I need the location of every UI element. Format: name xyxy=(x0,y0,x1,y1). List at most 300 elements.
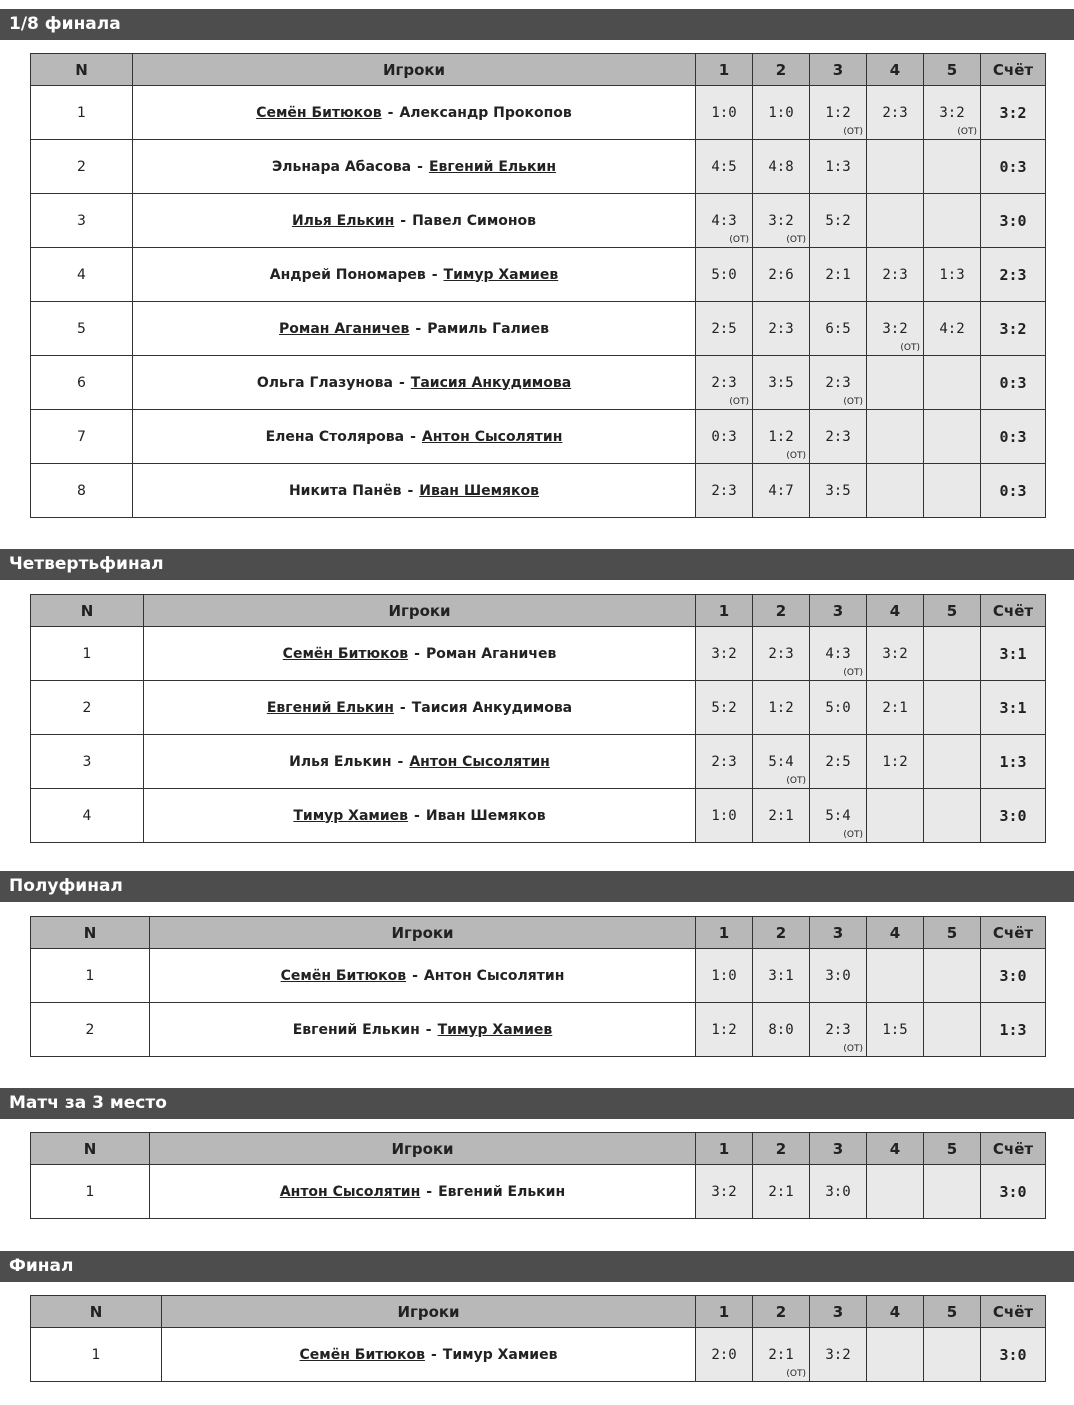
set-score-value: 2:5 xyxy=(711,320,737,337)
results-table xyxy=(30,1132,1046,1219)
set-score-value: 2:3 xyxy=(711,374,737,391)
players-cell xyxy=(150,1003,696,1057)
player-2-name[interactable]: Тимур Хамиев xyxy=(443,266,559,283)
set-score-value: 0:3 xyxy=(711,428,737,445)
set-score-value: 5:0 xyxy=(825,699,851,716)
set-score xyxy=(753,86,810,140)
match-row xyxy=(31,356,1046,410)
player-1-name[interactable]: Антон Сысолятин xyxy=(279,1183,421,1200)
header-score: Счёт xyxy=(981,54,1046,86)
match-score: 0:3 xyxy=(981,356,1046,410)
player-2-name[interactable]: Иван Шемяков xyxy=(419,482,540,499)
players-cell xyxy=(133,194,696,248)
player-2-name: Тимур Хамиев xyxy=(442,1346,558,1363)
set-score xyxy=(696,627,753,681)
header-row xyxy=(31,595,1046,627)
set-score-value: 3:2 xyxy=(882,645,908,662)
set-score xyxy=(867,302,924,356)
player-separator: - xyxy=(431,266,438,283)
match-row xyxy=(31,194,1046,248)
set-score xyxy=(696,410,753,464)
header-set: 3 xyxy=(810,595,867,627)
section-title: Матч за 3 место xyxy=(0,1088,1074,1119)
set-score xyxy=(696,356,753,410)
match-number: 1 xyxy=(31,949,150,1003)
header-score: Счёт xyxy=(981,595,1046,627)
header-set: 1 xyxy=(696,917,753,949)
match-row xyxy=(31,302,1046,356)
results-table xyxy=(30,1295,1046,1382)
match-row xyxy=(31,627,1046,681)
header-set: 2 xyxy=(753,595,810,627)
player-2-name[interactable]: Антон Сысолятин xyxy=(409,753,550,770)
set-score xyxy=(924,1003,981,1057)
set-score-value: 4:8 xyxy=(768,158,794,175)
players-cell xyxy=(144,627,696,681)
match-score: 3:0 xyxy=(981,1165,1046,1219)
set-score xyxy=(924,86,981,140)
match-row xyxy=(31,789,1046,843)
set-score-value: 4:2 xyxy=(939,320,965,337)
set-score xyxy=(924,789,981,843)
section-title: Четвертьфинал xyxy=(0,549,1074,580)
set-score-value: 2:6 xyxy=(768,266,794,283)
set-score xyxy=(696,194,753,248)
set-score xyxy=(867,949,924,1003)
player-1-name: Елена Столярова xyxy=(265,428,405,445)
set-score xyxy=(753,302,810,356)
match-row xyxy=(31,86,1046,140)
player-separator: - xyxy=(397,753,404,770)
section-title: Полуфинал xyxy=(0,871,1074,902)
set-score-value: 2:3 xyxy=(711,753,737,770)
set-score-value: 1:2 xyxy=(768,699,794,716)
player-1-name[interactable]: Семён Битюков xyxy=(280,967,407,984)
header-set: 3 xyxy=(810,917,867,949)
player-1-name: Никита Панёв xyxy=(288,482,402,499)
set-score-value: 3:1 xyxy=(768,967,794,984)
header-row xyxy=(31,917,1046,949)
player-separator: - xyxy=(399,699,406,716)
set-score-value: 3:5 xyxy=(768,374,794,391)
match-score: 3:0 xyxy=(981,1328,1046,1382)
set-score xyxy=(810,1003,867,1057)
set-score xyxy=(753,1328,810,1382)
players-cell xyxy=(150,949,696,1003)
match-number: 1 xyxy=(31,86,133,140)
header-n: N xyxy=(31,595,144,627)
set-score xyxy=(753,140,810,194)
set-score xyxy=(696,681,753,735)
set-score xyxy=(924,627,981,681)
set-score xyxy=(867,735,924,789)
set-score-value: 3:2 xyxy=(939,104,965,121)
set-score xyxy=(696,949,753,1003)
set-score xyxy=(696,735,753,789)
set-score xyxy=(810,464,867,518)
set-score xyxy=(696,1328,753,1382)
overtime-mark: (ОТ) xyxy=(843,397,863,407)
set-score-value: 3:2 xyxy=(711,1183,737,1200)
set-score-value: 2:1 xyxy=(768,807,794,824)
players-cell xyxy=(133,302,696,356)
header-set: 4 xyxy=(867,1296,924,1328)
set-score xyxy=(810,1165,867,1219)
header-row xyxy=(31,1296,1046,1328)
set-score xyxy=(753,248,810,302)
set-score xyxy=(753,410,810,464)
header-set: 1 xyxy=(696,1296,753,1328)
header-players: Игроки xyxy=(150,917,696,949)
match-row xyxy=(31,1328,1046,1382)
match-row xyxy=(31,140,1046,194)
match-score: 0:3 xyxy=(981,410,1046,464)
player-2-name: Рамиль Галиев xyxy=(427,320,549,337)
match-number: 6 xyxy=(31,356,133,410)
match-row xyxy=(31,735,1046,789)
set-score-value: 3:0 xyxy=(825,967,851,984)
set-score-value: 2:1 xyxy=(768,1346,794,1363)
set-score-value: 2:3 xyxy=(882,104,908,121)
overtime-mark: (ОТ) xyxy=(843,668,863,678)
header-score: Счёт xyxy=(981,1133,1046,1165)
header-set: 5 xyxy=(924,1296,981,1328)
set-score-value: 5:2 xyxy=(825,212,851,229)
player-1-name: Эльнара Абасова xyxy=(272,158,412,175)
set-score-value: 2:3 xyxy=(768,320,794,337)
set-score xyxy=(924,681,981,735)
header-set: 4 xyxy=(867,595,924,627)
set-score xyxy=(867,356,924,410)
match-row xyxy=(31,248,1046,302)
overtime-mark: (ОТ) xyxy=(843,830,863,840)
set-score-value: 1:3 xyxy=(825,158,851,175)
match-score: 1:3 xyxy=(981,1003,1046,1057)
match-row xyxy=(31,949,1046,1003)
set-score xyxy=(867,86,924,140)
set-score xyxy=(924,140,981,194)
set-score xyxy=(696,302,753,356)
header-set: 5 xyxy=(924,595,981,627)
set-score-value: 8:0 xyxy=(768,1021,794,1038)
overtime-mark: (ОТ) xyxy=(843,1044,863,1054)
player-1-name[interactable]: Илья Елькин xyxy=(291,212,395,229)
player-2-name[interactable]: Евгений Елькин xyxy=(428,158,556,175)
results-table xyxy=(30,53,1046,518)
overtime-mark: (ОТ) xyxy=(786,235,806,245)
player-2-name[interactable]: Антон Сысолятин xyxy=(421,428,563,445)
set-score-value: 4:3 xyxy=(825,645,851,662)
set-score xyxy=(810,86,867,140)
players-cell xyxy=(162,1328,696,1382)
match-number: 1 xyxy=(31,627,144,681)
set-score xyxy=(696,1003,753,1057)
set-score-value: 2:3 xyxy=(825,428,851,445)
match-row xyxy=(31,410,1046,464)
set-score xyxy=(753,949,810,1003)
player-2-name: Евгений Елькин xyxy=(438,1183,566,1200)
players-cell xyxy=(144,735,696,789)
header-players: Игроки xyxy=(144,595,696,627)
header-set: 5 xyxy=(924,917,981,949)
header-set: 5 xyxy=(924,1133,981,1165)
set-score xyxy=(867,464,924,518)
match-number: 1 xyxy=(31,1165,150,1219)
set-score-value: 2:0 xyxy=(711,1346,737,1363)
player-1-name: Ольга Глазунова xyxy=(256,374,393,391)
set-score xyxy=(810,1328,867,1382)
set-score-value: 3:2 xyxy=(768,212,794,229)
header-set: 1 xyxy=(696,1133,753,1165)
set-score-value: 2:3 xyxy=(825,1021,851,1038)
header-n: N xyxy=(31,917,150,949)
set-score xyxy=(867,248,924,302)
set-score-value: 1:2 xyxy=(768,428,794,445)
match-number: 2 xyxy=(31,1003,150,1057)
player-1-name[interactable]: Семён Битюков xyxy=(282,645,409,662)
header-set: 1 xyxy=(696,54,753,86)
set-score-value: 1:0 xyxy=(711,104,737,121)
player-1-name[interactable]: Семён Битюков xyxy=(299,1346,425,1363)
header-set: 4 xyxy=(867,54,924,86)
player-2-name[interactable]: Тимур Хамиев xyxy=(437,1021,553,1038)
set-score xyxy=(753,627,810,681)
match-score: 3:1 xyxy=(981,627,1046,681)
header-score: Счёт xyxy=(981,1296,1046,1328)
set-score-value: 2:1 xyxy=(825,266,851,283)
header-n: N xyxy=(31,1133,150,1165)
set-score xyxy=(924,735,981,789)
set-score xyxy=(867,194,924,248)
results-table xyxy=(30,594,1046,843)
match-number: 7 xyxy=(31,410,133,464)
overtime-mark: (ОТ) xyxy=(786,1369,806,1379)
overtime-mark: (ОТ) xyxy=(786,451,806,461)
player-separator: - xyxy=(407,482,414,499)
set-score xyxy=(810,140,867,194)
set-score-value: 2:3 xyxy=(825,374,851,391)
player-2-name: Роман Аганичев xyxy=(425,645,557,662)
match-number: 2 xyxy=(31,681,144,735)
player-2-name: Павел Симонов xyxy=(412,212,537,229)
match-row xyxy=(31,1165,1046,1219)
set-score-value: 5:2 xyxy=(711,699,737,716)
header-set: 1 xyxy=(696,595,753,627)
set-score-value: 1:2 xyxy=(825,104,851,121)
set-score xyxy=(867,1328,924,1382)
player-1-name[interactable]: Евгений Елькин xyxy=(266,699,394,716)
match-score: 3:0 xyxy=(981,949,1046,1003)
set-score xyxy=(753,464,810,518)
set-score xyxy=(924,464,981,518)
set-score xyxy=(924,194,981,248)
player-separator: - xyxy=(398,374,405,391)
set-score xyxy=(810,789,867,843)
set-score xyxy=(924,949,981,1003)
set-score xyxy=(867,1165,924,1219)
header-set: 4 xyxy=(867,1133,924,1165)
set-score-value: 2:3 xyxy=(768,645,794,662)
set-score xyxy=(753,1003,810,1057)
match-score: 0:3 xyxy=(981,464,1046,518)
set-score-value: 1:2 xyxy=(711,1021,737,1038)
match-number: 8 xyxy=(31,464,133,518)
overtime-mark: (ОТ) xyxy=(900,343,920,353)
match-number: 2 xyxy=(31,140,133,194)
set-score-value: 1:0 xyxy=(711,967,737,984)
header-score: Счёт xyxy=(981,917,1046,949)
set-score-value: 1:0 xyxy=(711,807,737,824)
match-number: 4 xyxy=(31,789,144,843)
header-set: 4 xyxy=(867,917,924,949)
header-set: 2 xyxy=(753,1133,810,1165)
set-score xyxy=(753,194,810,248)
match-number: 3 xyxy=(31,735,144,789)
players-cell xyxy=(133,410,696,464)
player-1-name: Андрей Пономарев xyxy=(269,266,426,283)
set-score xyxy=(753,735,810,789)
set-score-value: 2:3 xyxy=(711,482,737,499)
match-score: 1:3 xyxy=(981,735,1046,789)
set-score xyxy=(696,248,753,302)
match-score: 3:2 xyxy=(981,302,1046,356)
header-players: Игроки xyxy=(133,54,696,86)
set-score xyxy=(753,789,810,843)
header-n: N xyxy=(31,54,133,86)
header-set: 5 xyxy=(924,54,981,86)
players-cell xyxy=(133,248,696,302)
overtime-mark: (ОТ) xyxy=(729,235,749,245)
set-score-value: 2:1 xyxy=(882,699,908,716)
match-number: 4 xyxy=(31,248,133,302)
set-score xyxy=(696,140,753,194)
set-score xyxy=(810,194,867,248)
players-cell xyxy=(144,681,696,735)
set-score-value: 1:5 xyxy=(882,1021,908,1038)
set-score xyxy=(810,356,867,410)
player-separator: - xyxy=(414,807,420,824)
set-score xyxy=(753,681,810,735)
set-score xyxy=(810,735,867,789)
set-score xyxy=(924,356,981,410)
player-separator: - xyxy=(412,967,418,984)
player-1-name[interactable]: Роман Аганичев xyxy=(279,320,410,337)
header-n: N xyxy=(31,1296,162,1328)
set-score xyxy=(810,410,867,464)
set-score-value: 4:7 xyxy=(768,482,794,499)
section-title: Финал xyxy=(0,1251,1074,1282)
set-score-value: 2:5 xyxy=(825,753,851,770)
header-set: 3 xyxy=(810,54,867,86)
set-score xyxy=(696,86,753,140)
header-set: 3 xyxy=(810,1296,867,1328)
match-row xyxy=(31,1003,1046,1057)
set-score xyxy=(867,1003,924,1057)
set-score-value: 3:2 xyxy=(711,645,737,662)
player-separator: - xyxy=(425,1021,432,1038)
match-score: 3:0 xyxy=(981,789,1046,843)
header-set: 2 xyxy=(753,1296,810,1328)
set-score xyxy=(867,789,924,843)
match-number: 1 xyxy=(31,1328,162,1382)
set-score-value: 3:2 xyxy=(882,320,908,337)
match-score: 3:0 xyxy=(981,194,1046,248)
set-score-value: 5:4 xyxy=(768,753,794,770)
set-score xyxy=(753,1165,810,1219)
set-score xyxy=(696,1165,753,1219)
set-score xyxy=(867,627,924,681)
set-score xyxy=(810,949,867,1003)
match-number: 5 xyxy=(31,302,133,356)
set-score xyxy=(924,1165,981,1219)
overtime-mark: (ОТ) xyxy=(729,397,749,407)
players-cell xyxy=(150,1165,696,1219)
player-2-name[interactable]: Таисия Анкудимова xyxy=(410,374,572,391)
set-score xyxy=(810,248,867,302)
set-score xyxy=(810,681,867,735)
set-score-value: 3:0 xyxy=(825,1183,851,1200)
set-score-value: 5:0 xyxy=(711,266,737,283)
overtime-mark: (ОТ) xyxy=(957,127,977,137)
overtime-mark: (ОТ) xyxy=(843,127,863,137)
set-score xyxy=(924,248,981,302)
players-cell xyxy=(133,356,696,410)
set-score xyxy=(867,140,924,194)
section-title: 1/8 финала xyxy=(0,9,1074,40)
set-score-value: 3:2 xyxy=(825,1346,851,1363)
set-score xyxy=(867,681,924,735)
header-players: Игроки xyxy=(162,1296,696,1328)
player-1-name: Евгений Елькин xyxy=(292,1021,420,1038)
player-1-name[interactable]: Тимур Хамиев xyxy=(293,807,409,824)
set-score-value: 5:4 xyxy=(825,807,851,824)
set-score xyxy=(924,410,981,464)
player-2-name: Иван Шемяков xyxy=(425,807,546,824)
set-score xyxy=(924,1328,981,1382)
set-score xyxy=(867,410,924,464)
player-2-name: Антон Сысолятин xyxy=(423,967,565,984)
header-set: 2 xyxy=(753,917,810,949)
set-score xyxy=(696,789,753,843)
set-score-value: 2:3 xyxy=(882,266,908,283)
match-row xyxy=(31,681,1046,735)
set-score xyxy=(924,302,981,356)
player-separator: - xyxy=(426,1183,433,1200)
set-score-value: 2:1 xyxy=(768,1183,794,1200)
player-separator: - xyxy=(387,104,394,121)
player-separator: - xyxy=(430,1346,437,1363)
player-separator: - xyxy=(410,428,416,445)
match-score: 3:2 xyxy=(981,86,1046,140)
player-2-name: Александр Прокопов xyxy=(399,104,572,121)
match-row xyxy=(31,464,1046,518)
player-separator: - xyxy=(414,645,420,662)
set-score-value: 6:5 xyxy=(825,320,851,337)
match-score: 3:1 xyxy=(981,681,1046,735)
header-row xyxy=(31,54,1046,86)
player-separator: - xyxy=(415,320,422,337)
match-number: 3 xyxy=(31,194,133,248)
players-cell xyxy=(133,140,696,194)
player-1-name[interactable]: Семён Битюков xyxy=(256,104,382,121)
set-score-value: 1:3 xyxy=(939,266,965,283)
players-cell xyxy=(144,789,696,843)
set-score xyxy=(810,302,867,356)
player-separator: - xyxy=(400,212,407,229)
header-row xyxy=(31,1133,1046,1165)
set-score-value: 4:3 xyxy=(711,212,737,229)
player-separator: - xyxy=(417,158,423,175)
